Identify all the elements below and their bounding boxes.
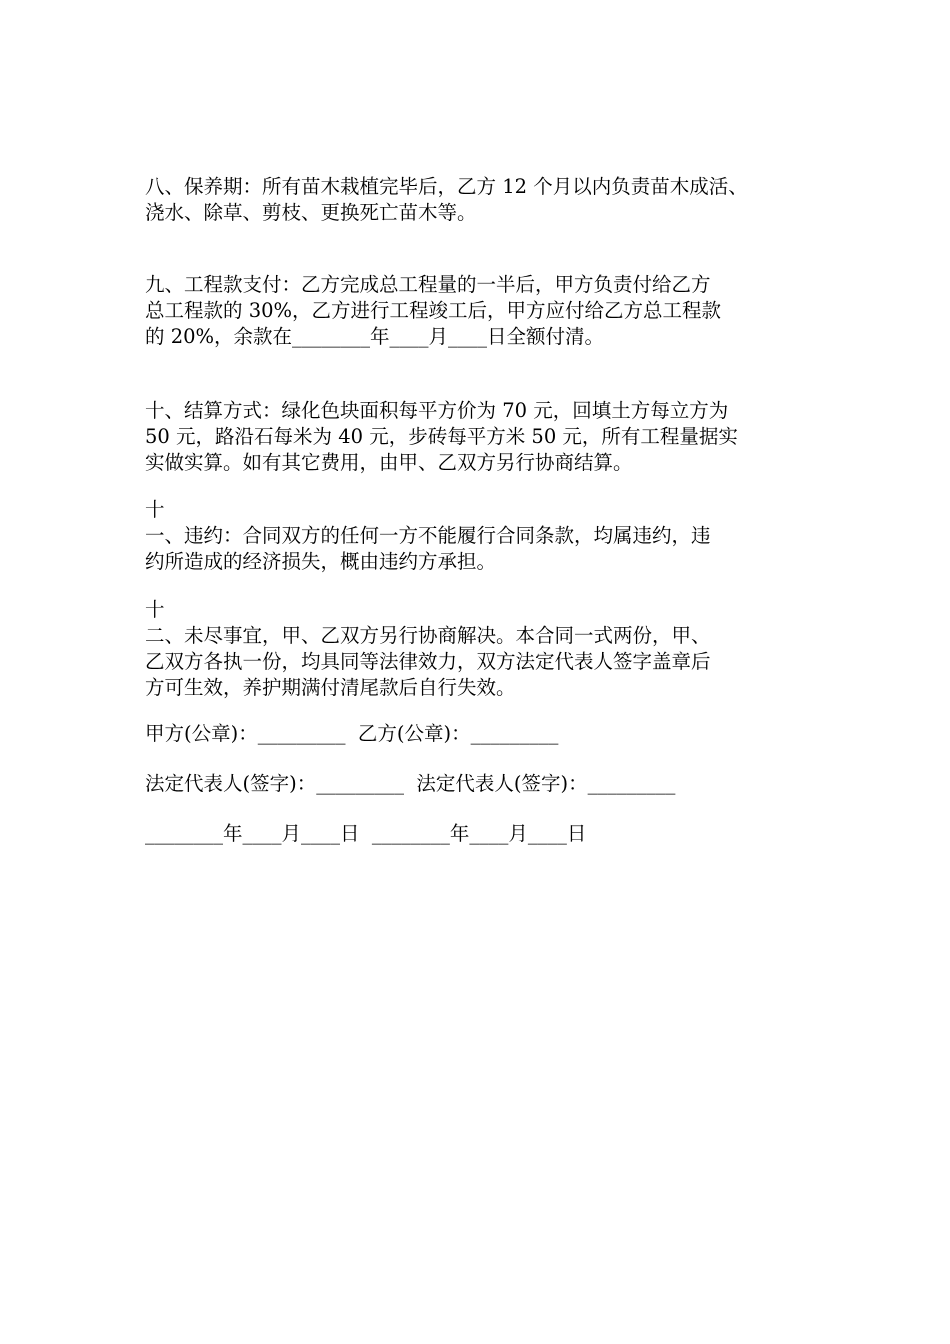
signature-line: 法定代表人(签字)：_________ 法定代表人(签字)：_________: [145, 772, 676, 795]
date-line: ________年____月____日 ________年____月____日: [145, 822, 587, 845]
clause-10-line-3: 实做实算。如有其它费用，由甲、乙双方另行协商结算。: [145, 451, 633, 474]
clause-11-number: 十: [145, 498, 165, 521]
clause-12-line-2: 乙双方各执一份，均具同等法律效力，双方法定代表人签字盖章后: [145, 650, 711, 673]
clause-10-line-1: 十、结算方式：绿化色块面积每平方价为 70 元，回填土方每立方为: [145, 399, 729, 422]
clause-9-line-1: 九、工程款支付：乙方完成总工程量的一半后，甲方负责付给乙方: [145, 273, 711, 296]
clause-12-line-3: 方可生效，养护期满付清尾款后自行失效。: [145, 676, 516, 699]
clause-9-line-2: 总工程款的 30%，乙方进行工程竣工后，甲方应付给乙方总工程款: [145, 299, 722, 322]
clause-12-number: 十: [145, 598, 165, 621]
clause-8-line-2: 浇水、除草、剪枝、更换死亡苗木等。: [145, 201, 477, 224]
clause-11-line-1: 一、违约：合同双方的任何一方不能履行合同条款，均属违约，违: [145, 524, 711, 547]
clause-8-line-1: 八、保养期：所有苗木栽植完毕后，乙方 12 个月以内负责苗木成活、: [145, 175, 748, 198]
clause-9-line-3: 的 20%，余款在________年____月____日全额付清。: [145, 325, 605, 348]
seal-line: 甲方(公章)：_________ 乙方(公章)：_________: [145, 722, 559, 745]
clause-11-line-2: 约所造成的经济损失，概由违约方承担。: [145, 550, 497, 573]
clause-10-line-2: 50 元，路沿石每米为 40 元，步砖每平方米 50 元，所有工程量据实: [145, 425, 738, 448]
clause-12-line-1: 二、未尽事宜，甲、乙双方另行协商解决。本合同一式两份，甲、: [145, 624, 711, 647]
